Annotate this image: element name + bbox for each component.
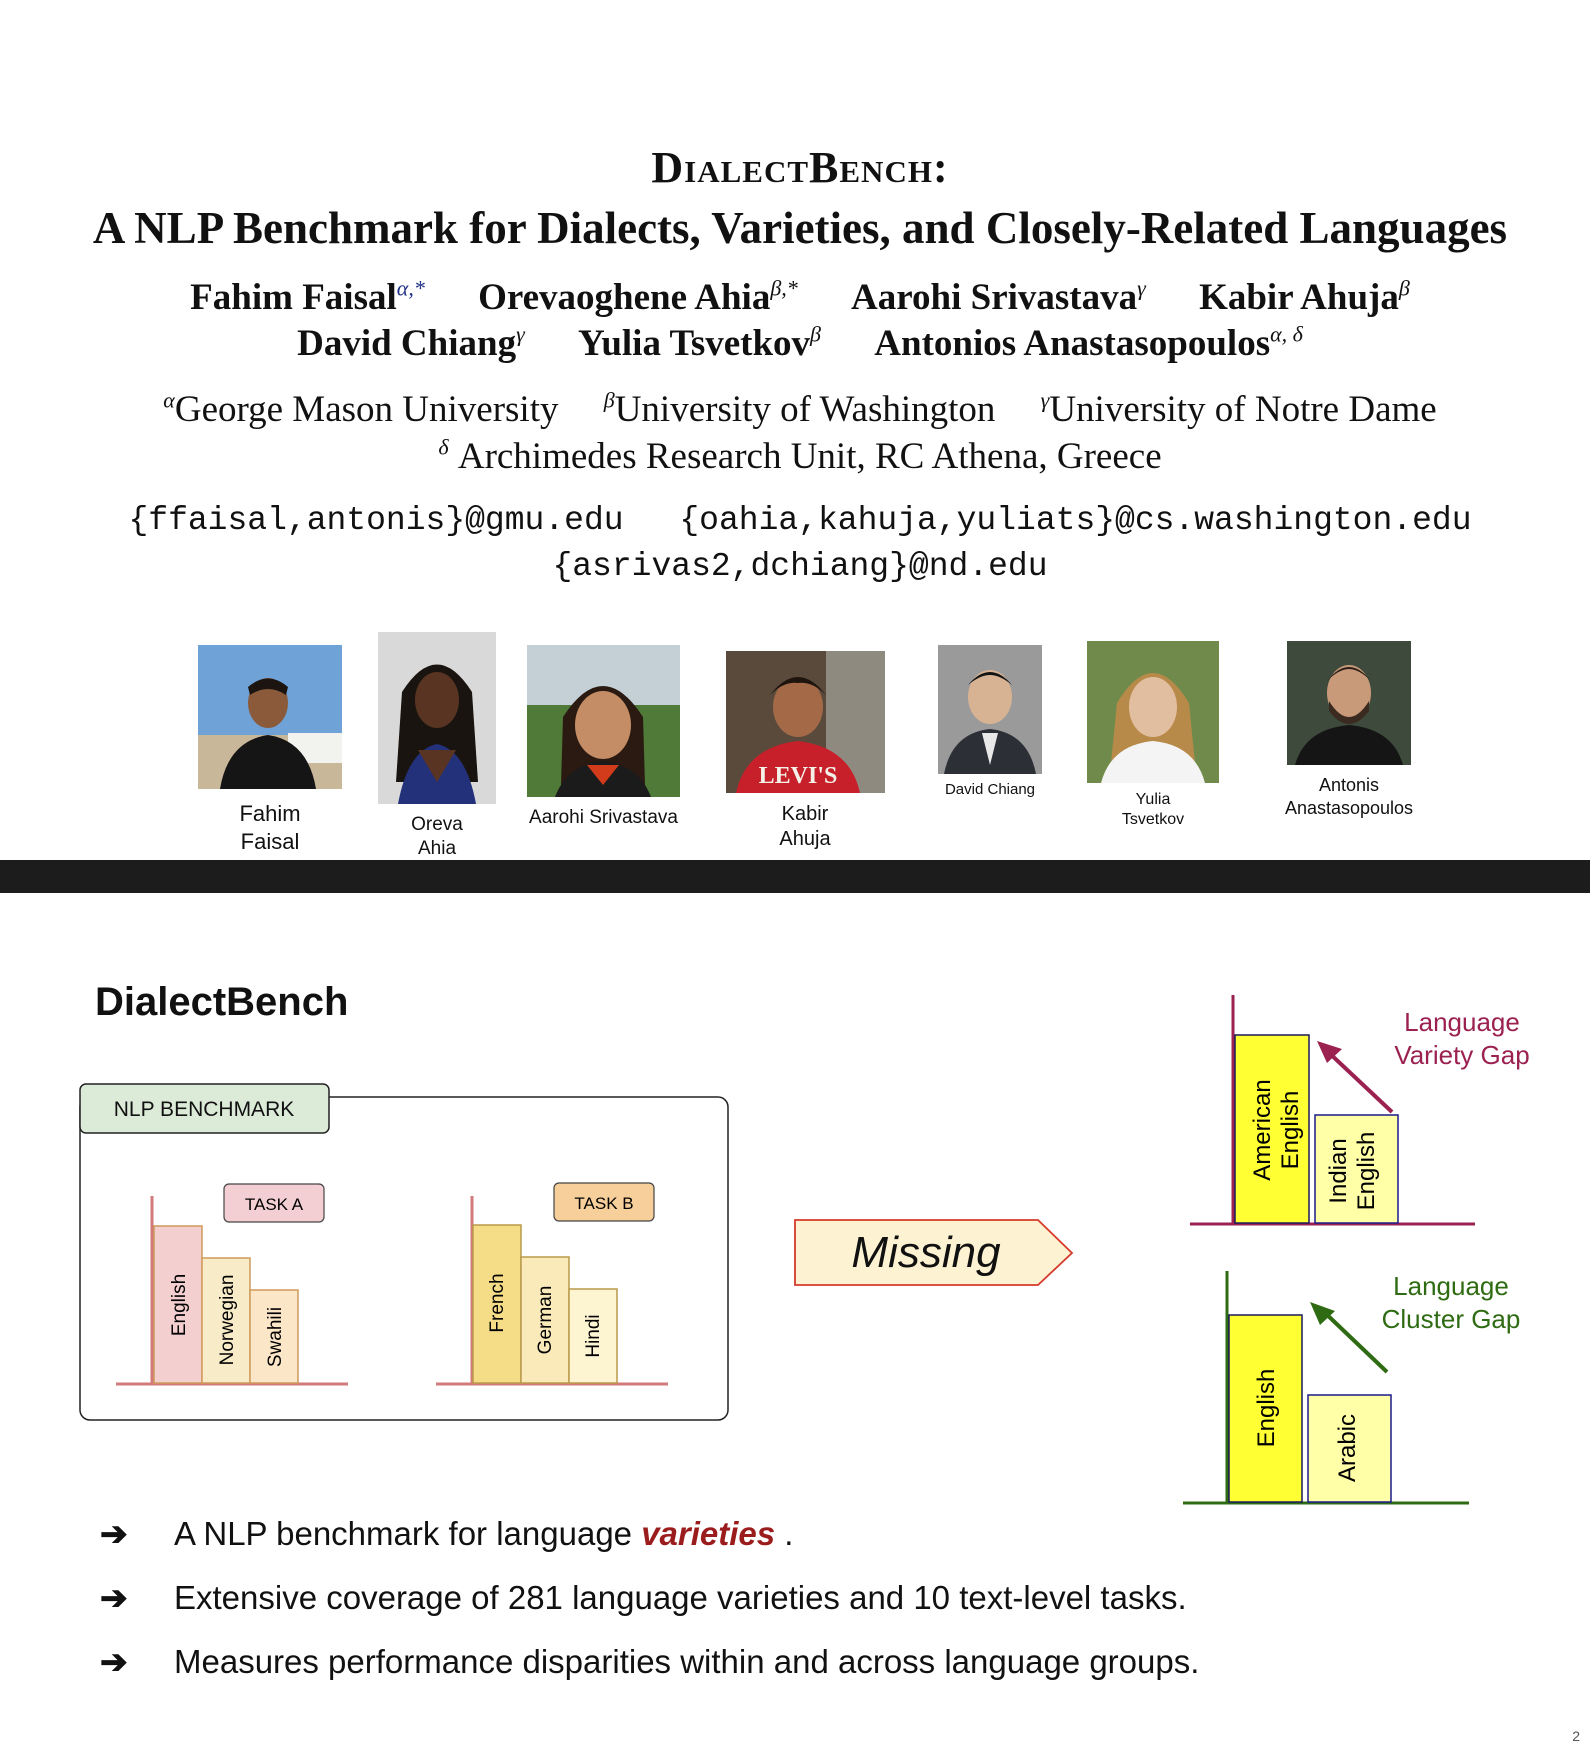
variety-gap-title-line1: Language <box>1404 1007 1520 1037</box>
variety-gap-bar2-line1: Indian <box>1325 1138 1352 1204</box>
author-oreva: Orevaoghene Ahia$^{\beta,*}$ <box>478 276 798 319</box>
photo-oreva <box>378 632 496 804</box>
affiliation-uw: $^\beta$University of Washington <box>603 388 996 431</box>
photo-fahim <box>198 645 342 789</box>
affiliation-gmu: $^\alpha$George Mason University <box>163 388 559 431</box>
svg-text:LEVI'S: LEVI'S <box>758 763 838 789</box>
task-b-label-french: French <box>487 1273 508 1333</box>
author-yulia: Yulia Tsvetkov$^\beta$ <box>578 322 822 365</box>
variety-gap-chart <box>1180 985 1540 1230</box>
benchmark-label: NLP BENCHMARK <box>113 1098 295 1121</box>
emails-row2 <box>0 548 1590 585</box>
task-a-label-norwegian: Norwegian <box>217 1274 238 1366</box>
slide-title: DialectBench <box>95 980 349 1024</box>
paper-title-line2: A NLP Benchmark for Dialects, Varieties, and Closely-Related Languages <box>92 203 1508 253</box>
task-b-label-hindi: Hindi <box>583 1314 604 1358</box>
email-gmu: {ffaisal,antonis}@gmu.edu <box>128 502 624 539</box>
benchmark-diagram <box>0 1040 760 1440</box>
task-a-label-swahili: Swahili <box>265 1306 286 1368</box>
authors-row1 <box>0 276 1590 319</box>
title-slide <box>0 0 1590 860</box>
cluster-gap-bar1-label: English <box>1253 1368 1280 1448</box>
task-b-label: TASK B <box>574 1194 634 1213</box>
variety-gap-arrow <box>1326 1050 1392 1112</box>
bullet-arrow-icon: ➔ <box>100 1579 128 1616</box>
task-a-label: TASK A <box>244 1195 304 1214</box>
variety-gap-title-line2: Variety Gap <box>1394 1040 1530 1070</box>
affiliation-nd: $^\gamma$University of Notre Dame <box>1040 388 1437 431</box>
photo-aarohi <box>527 645 680 797</box>
cluster-gap-bar2-label: Arabic <box>1334 1413 1361 1483</box>
photo-kabir <box>726 651 885 793</box>
bullet-3: ➔ Measures performance disparities within and across language groups. <box>100 1643 1200 1680</box>
bullet-arrow-icon: ➔ <box>100 1643 128 1680</box>
paper-title-line1: DialectBench: <box>651 143 949 192</box>
caption-kabir: Kabir Ahuja <box>779 803 831 850</box>
bullet-arrow-icon: ➔ <box>100 1515 128 1552</box>
cluster-gap-chart <box>1175 1265 1540 1510</box>
missing-label: Missing <box>851 1228 1001 1277</box>
variety-gap-bar1-line2: English <box>1277 1090 1304 1170</box>
variety-gap-bar1-line1: American <box>1249 1079 1276 1181</box>
author-antonios: Antonios Anastasopoulos$^{\alpha, \delta}$ <box>874 322 1303 365</box>
variety-gap-bar2-line2: English <box>1353 1131 1380 1211</box>
email-uw: {oahia,kahuja,yuliats}@cs.washington.edu <box>679 502 1472 539</box>
page-number: 2 <box>1572 1728 1580 1744</box>
task-a-label-english: English <box>169 1273 190 1337</box>
bullet-2: ➔ Extensive coverage of 281 language varieties and 10 text-level tasks. <box>100 1579 1187 1616</box>
cluster-gap-title-line2: Cluster Gap <box>1381 1304 1521 1334</box>
bullet-1: ➔ A NLP benchmark for language varieties . <box>100 1515 794 1552</box>
caption-fahim: Fahim Faisal <box>239 801 301 854</box>
cluster-gap-title-line1: Language <box>1393 1271 1509 1301</box>
caption-yulia: Yulia Tsvetkov <box>1121 791 1185 828</box>
author-david: David Chiang$^\gamma$ <box>297 322 525 365</box>
authors-row2 <box>0 322 1590 365</box>
photo-antonis <box>1287 641 1411 765</box>
caption-antonis: Antonis Anastasopoulos <box>1284 775 1414 818</box>
cluster-gap-arrow <box>1322 1310 1387 1372</box>
slide-divider <box>0 860 1590 893</box>
author-fahim: Fahim Faisal$^{\alpha,*}$ <box>190 276 425 319</box>
email-nd: {asrivas2,dchiang}@nd.edu <box>552 548 1048 585</box>
affiliations-row1 <box>0 388 1590 431</box>
caption-david: David Chiang <box>944 781 1036 798</box>
task-b-label-german: German <box>535 1285 556 1355</box>
affiliations-row2 <box>0 435 1590 478</box>
caption-aarohi: Aarohi Srivastava <box>529 807 678 828</box>
missing-arrow <box>790 1215 1080 1291</box>
photo-yulia <box>1087 641 1219 783</box>
emails-row1 <box>0 502 1590 539</box>
photo-david <box>938 645 1042 774</box>
caption-oreva: Oreva Ahia <box>411 814 463 859</box>
affiliation-athena: $^\delta$ Archimedes Research Unit, RC Athena, Greece <box>438 435 1162 478</box>
author-aarohi: Aarohi Srivastava$^\gamma$ <box>851 276 1146 319</box>
author-kabir: Kabir Ahuja$^\beta$ <box>1199 276 1410 319</box>
